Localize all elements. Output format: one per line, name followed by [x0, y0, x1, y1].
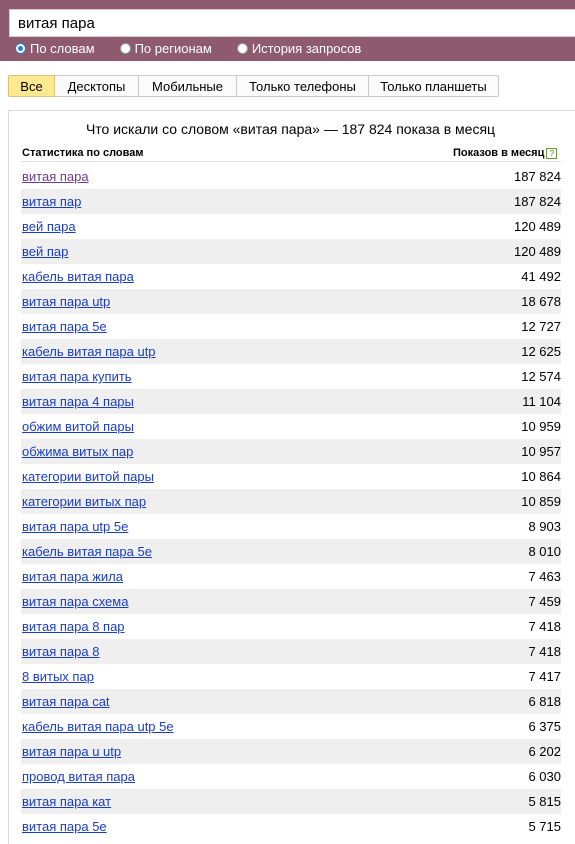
radio-icon[interactable]: [237, 43, 248, 54]
impressions-count: 8 903: [528, 519, 561, 534]
impressions-count: 6 030: [528, 769, 561, 784]
phrase-link[interactable]: витая пара 8: [22, 644, 100, 659]
table-row: [21, 814, 561, 839]
tab-mobile[interactable]: Мобильные: [139, 75, 237, 97]
header-divider: [21, 161, 561, 162]
column-header-counts: [453, 147, 557, 159]
mode-by-regions[interactable]: [120, 41, 212, 56]
phrase-link[interactable]: категории витых пар: [22, 494, 147, 509]
table-row: [21, 764, 561, 789]
impressions-count: 7 418: [528, 619, 561, 634]
impressions-count: 120 489: [514, 244, 561, 259]
table-row: [21, 214, 561, 239]
radio-icon[interactable]: [120, 43, 131, 54]
phrase-link[interactable]: кабель витая пара utp 5e: [22, 719, 174, 734]
table-row: [21, 714, 561, 739]
impressions-count: 5 815: [528, 794, 561, 809]
phrase-link[interactable]: обжим витой пары: [22, 419, 134, 434]
impressions-count: 6 202: [528, 744, 561, 759]
search-input[interactable]: [9, 9, 575, 37]
phrase-link[interactable]: витая пара u utp: [22, 744, 122, 759]
table-row: [21, 289, 561, 314]
page-title: Что искали со словом «витая пара» — 187 824 показа в месяц: [85, 121, 496, 137]
impressions-count: 8 010: [528, 544, 561, 559]
table-row: [21, 514, 561, 539]
table-row: [21, 539, 561, 564]
results-panel: [8, 110, 575, 844]
phrase-link[interactable]: витая пара кат: [22, 794, 112, 809]
phrase-link[interactable]: витая пара 8 пар: [22, 619, 125, 634]
phrase-link[interactable]: витая пара utp 5e: [22, 519, 129, 534]
table-row: [21, 414, 561, 439]
impressions-count: 187 824: [514, 194, 561, 209]
phrase-link[interactable]: вей пара: [22, 219, 76, 234]
impressions-count: 10 959: [521, 419, 561, 434]
phrase-link[interactable]: витая пара cat: [22, 694, 110, 709]
phrase-link[interactable]: витая пара 4 пары: [22, 394, 134, 409]
impressions-count: 7 463: [528, 569, 561, 584]
table-row: [21, 189, 561, 214]
table-row: [21, 314, 561, 339]
impressions-count: 6 375: [528, 719, 561, 734]
phrase-link[interactable]: витая пара 5e: [22, 819, 107, 834]
radio-checked-icon[interactable]: [15, 43, 26, 54]
mode-by-words-label: По словам: [30, 40, 95, 56]
impressions-count: 12 574: [521, 369, 561, 384]
table-row: [21, 789, 561, 814]
table-row: [21, 639, 561, 664]
phrase-link[interactable]: витая пара: [22, 169, 89, 184]
phrase-link[interactable]: категории витой пары: [22, 469, 154, 484]
phrase-link[interactable]: кабель витая пара: [22, 269, 134, 284]
table-row: [21, 614, 561, 639]
phrase-link[interactable]: витая пара купить: [22, 369, 132, 384]
table-row: [21, 589, 561, 614]
impressions-count: 10 859: [521, 494, 561, 509]
phrase-link[interactable]: витая пара схема: [22, 594, 129, 609]
impressions-count: 12 625: [521, 344, 561, 359]
mode-history[interactable]: [237, 41, 362, 56]
table-row: [21, 464, 561, 489]
help-icon[interactable]: ?: [546, 148, 557, 159]
tab-tablets-only[interactable]: Только планшеты: [369, 75, 499, 97]
results-table: [21, 164, 561, 839]
phrase-link[interactable]: обжима витых пар: [22, 444, 134, 459]
table-row: [21, 339, 561, 364]
search-mode-group: [15, 40, 386, 56]
table-row: [21, 264, 561, 289]
impressions-count: 6 818: [528, 694, 561, 709]
table-row: [21, 239, 561, 264]
table-row: [21, 439, 561, 464]
phrase-link[interactable]: вей пар: [22, 244, 69, 259]
phrase-link[interactable]: кабель витая пара utp: [22, 344, 156, 359]
column-header-phrases: Статистика по словам: [22, 147, 144, 159]
table-row: [21, 739, 561, 764]
tab-all[interactable]: Все: [8, 75, 55, 97]
table-row: [21, 564, 561, 589]
tab-desktops[interactable]: Десктопы: [55, 75, 139, 97]
tab-phones-only[interactable]: Только телефоны: [237, 75, 369, 97]
impressions-count: 11 104: [522, 394, 561, 409]
phrase-link[interactable]: витая пара 5е: [22, 319, 107, 334]
table-row: [21, 689, 561, 714]
table-row: [21, 364, 561, 389]
mode-by-words[interactable]: [15, 41, 95, 56]
phrase-link[interactable]: витая пар: [22, 194, 82, 209]
impressions-count: 10 864: [521, 469, 561, 484]
impressions-count: 187 824: [514, 169, 561, 184]
mode-by-regions-label: По регионам: [134, 40, 212, 56]
impressions-count: 5 715: [528, 819, 561, 834]
mode-history-label: История запросов: [251, 40, 362, 56]
table-row: [21, 389, 561, 414]
phrase-link[interactable]: кабель витая пара 5е: [22, 544, 152, 559]
impressions-count: 10 957: [521, 444, 561, 459]
search-header: [0, 0, 575, 61]
phrase-link[interactable]: витая пара utp: [22, 294, 111, 309]
column-header-counts-label: Показов в месяц: [453, 147, 545, 159]
table-row: [21, 164, 561, 189]
device-tabs: [8, 75, 499, 97]
impressions-count: 120 489: [514, 219, 561, 234]
impressions-count: 12 727: [521, 319, 561, 334]
table-row: [21, 664, 561, 689]
impressions-count: 41 492: [521, 269, 561, 284]
impressions-count: 7 418: [528, 644, 561, 659]
impressions-count: 7 417: [528, 669, 561, 684]
table-row: [21, 489, 561, 514]
phrase-link[interactable]: провод витая пара: [22, 769, 135, 784]
phrase-link[interactable]: 8 витых пар: [22, 669, 94, 684]
phrase-link[interactable]: витая пара жила: [22, 569, 123, 584]
impressions-count: 7 459: [528, 594, 561, 609]
impressions-count: 18 678: [521, 294, 561, 309]
